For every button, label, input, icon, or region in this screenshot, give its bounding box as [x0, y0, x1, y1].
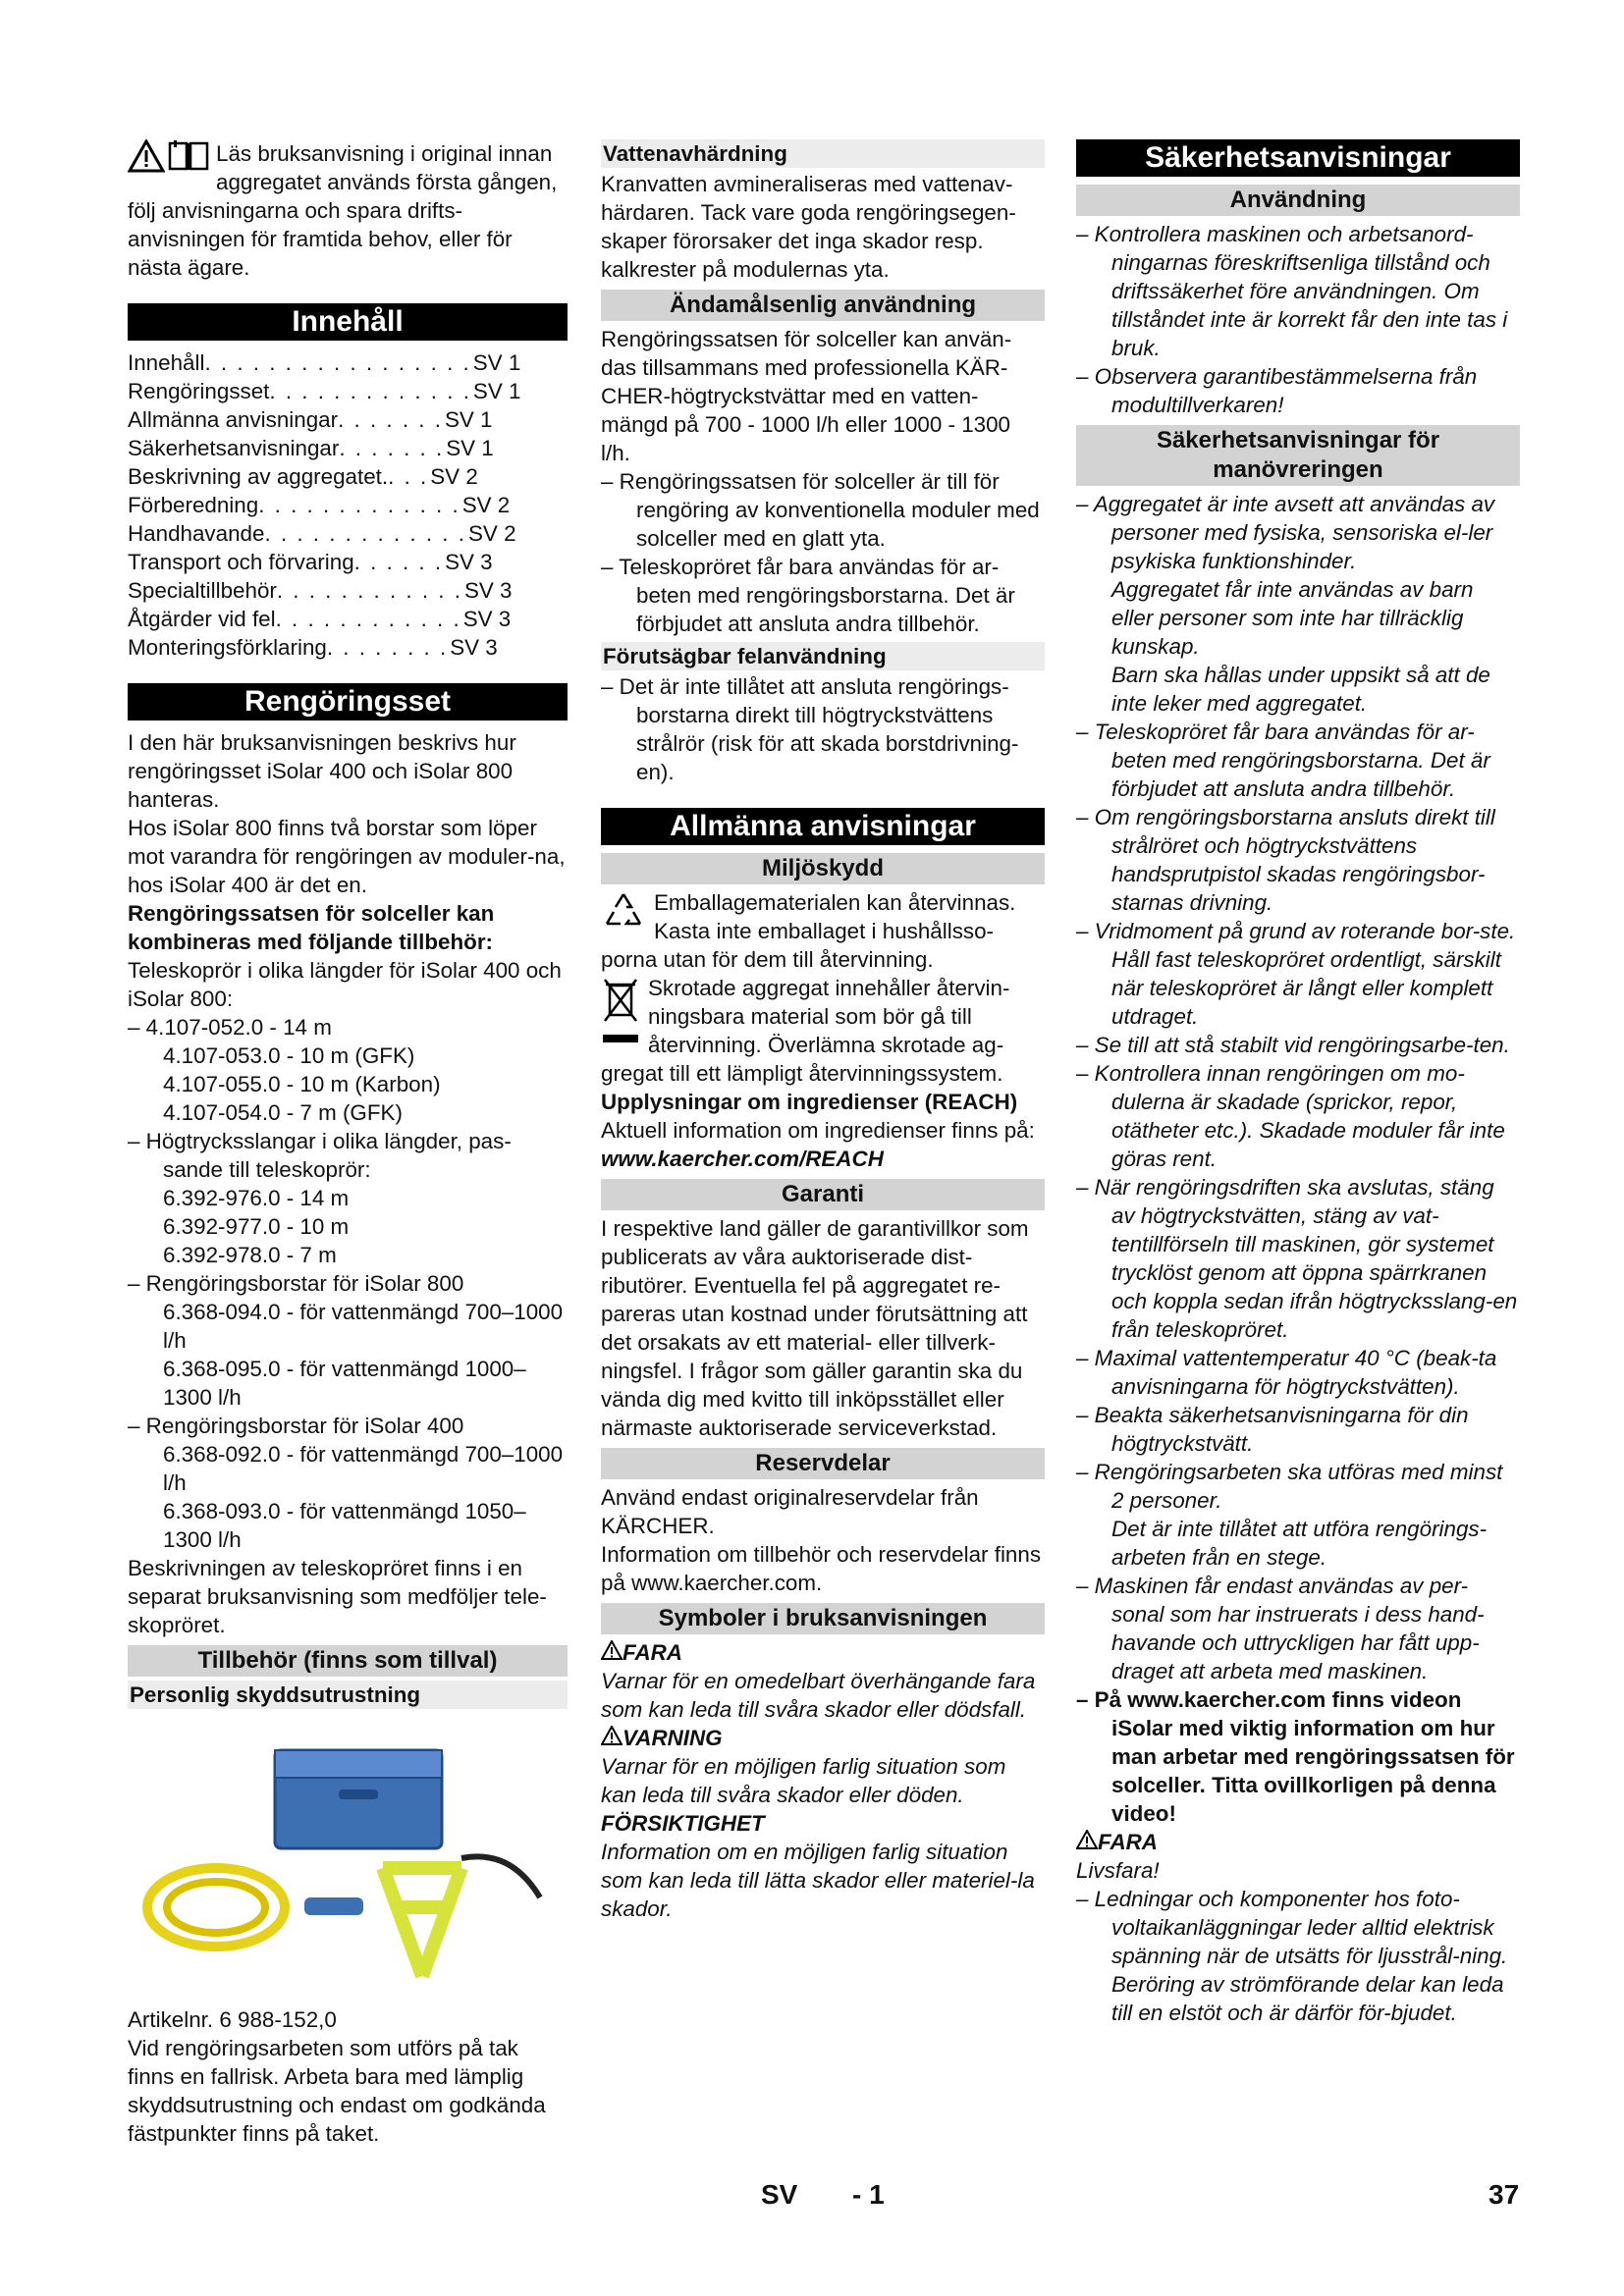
reach-link[interactable]: www.kaercher.com/REACH [601, 1147, 884, 1171]
list-item: – Aggregatet är inte avsett att användas av personer med fysiska, sensoriska el-ler psykiska funktionshinder. [1076, 492, 1495, 573]
list-item: – Rengöringsborstar för iSolar 800 [128, 1271, 464, 1296]
warranty-paragraph: I respektive land gäller de garantivillkor som publicerats av våra auktoriserade dist-ributörer. Eventuella fel på aggregatet re-pareras utan kostnad under förutsättning att det orsakats av ett material- eller tillverk-ningsfel. I frågor som gäller garantin ska du vända dig med kvitto till inköpsstället eller närmaste auktoriserade serviceverkstad. [601, 1216, 1029, 1440]
usage-heading: Användning [1076, 185, 1520, 216]
rs-paragraph-3: Teleskoprör i olika längder för iSolar 400 och iSolar 800: [128, 958, 562, 1011]
warranty-heading: Garanti [601, 1179, 1045, 1210]
danger-description: Varnar för en omedelbart överhängande fara som kan leda till svåra skador eller dödsfall. [601, 1669, 1036, 1722]
warning-triangle-icon [1076, 1830, 1098, 1849]
list-item: – 4.107-052.0 - 14 m [128, 1015, 332, 1040]
caution-label: FÖRSIKTIGHET [601, 1811, 765, 1836]
table-of-contents [128, 348, 568, 662]
article-number: Artikelnr. 6 988-152,0 [128, 2007, 337, 2032]
rs-paragraph-2: Hos iSolar 800 finns två borstar som löper mot varandra för rengöringen av moduler-na, hos iSolar 400 är det en. [128, 816, 566, 897]
list-item: – Kontrollera maskinen och arbetsanord-ningarnas föreskriftsenliga tillstånd och driftssäkerhet före användningen. Om tillståndet inte är korrekt får den inte tas i bruk. [1076, 222, 1508, 360]
intended-use-paragraph: Rengöringssatsen för solceller kan använ-das tillsammans med professionella KÄR-CHER-högtryckstvättar med en vatten-mängd på 700 - 1000 l/h eller 1000 - 1300 l/h. [601, 327, 1012, 465]
spare-parts-paragraph-2: Information om tillbehör och reservdelar finns på www.kaercher.com. [601, 1542, 1042, 1595]
warning-triangle-icon [601, 1726, 623, 1745]
manual-book-icon [167, 139, 210, 173]
list-subitem: 6.392-978.0 - 7 m [163, 1243, 337, 1267]
toc-row: Rengöringsset . . . . . . . . . . . . . SV 1 [128, 379, 521, 403]
toc-row: Allmänna anvisningar . . . . . . . SV 1 [128, 407, 493, 432]
danger-label: FARA [1076, 1828, 1520, 1856]
footer-section-page: - 1 [852, 2179, 885, 2210]
toc-row: Specialtillbehör . . . . . . . . . . . . SV 3 [128, 578, 513, 603]
list-item: – Observera garantibestämmelserna från modultillverkaren! [1076, 364, 1478, 417]
intro-icons [128, 139, 210, 173]
list-item: – Teleskopröret får bara användas för ar-beten med rengöringsborstarna. Det är förbjudet att ansluta andra tillbehör. [601, 555, 1015, 636]
toc-row: Beskrivning av aggregatet. . . . SV 2 [128, 464, 478, 489]
reach-paragraph: Aktuell information om ingredienser finns på: [601, 1118, 1035, 1143]
toc-heading: Innehåll [128, 303, 568, 341]
safety-heading: Säkerhetsanvisningar [1076, 139, 1520, 177]
list-item: – Kontrollera innan rengöringen om mo-dulerna är skadade (sprickor, repor, otätheter etc.). Skadade moduler får inte göras rent. [1076, 1061, 1505, 1171]
toc-row: Innehåll . . . . . . . . . . . . . . . . . SV 1 [128, 350, 521, 375]
symbols-heading: Symboler i bruksanvisningen [601, 1603, 1045, 1634]
list-item: – När rengöringsdriften ska avslutas, stäng av högtryckstvätten, stäng av vat-tentillförseln till maskinen, gör systemet trycklöst genom att öppna spärrkranen och koppla sedan ifrån högtrycksslang-en från teleskopröret. [1076, 1175, 1518, 1342]
rs-bold-paragraph: Rengöringssatsen för solceller kan kombineras med följande tillbehör: [128, 901, 495, 954]
list-subitem: 6.368-095.0 - för vattenmängd 1000–1300 l/h [163, 1357, 526, 1410]
ppe-paragraph: Vid rengöringsarbeten som utförs på tak finns en fallrisk. Arbeta bara med lämplig skyddsutrustning och endast om godkända fästpunkter finns på taket. [128, 2036, 546, 2146]
recycling-icon [601, 890, 646, 934]
column-2 [601, 139, 1045, 1923]
list-subitem: Aggregatet får inte användas av barn eller personer som inte har tillräcklig kunskap. [1111, 577, 1474, 659]
danger-text: Livsfara! [1076, 1858, 1160, 1883]
accessories-heading: Tillbehör (finns som tillval) [128, 1645, 568, 1677]
list-item: – Maskinen får endast användas av per-sonal som har instruerats i dess hand-havande och uttryckligen har fått upp-draget att arbeta med maskinen. [1076, 1574, 1485, 1683]
list-item: – Maximal vattentemperatur 40 °C (beak-ta anvisningarna för högtryckstvätten). [1076, 1346, 1497, 1399]
danger-label: FARA [601, 1638, 1045, 1667]
list-item: – Det är inte tillåtet att ansluta rengörings-borstarna direkt till högtryckstvättens strålrör (risk för att skada borstdrivning-en). [601, 674, 1019, 784]
general-instructions-heading: Allmänna anvisningar [601, 808, 1045, 845]
column-3 [1076, 139, 1520, 2027]
water-softening-heading: Vattenavhärdning [601, 139, 1045, 168]
reach-heading: Upplysningar om ingredienser (REACH) [601, 1090, 1018, 1114]
column-1 [128, 139, 568, 2148]
toc-row: Handhavande . . . . . . . . . . . . . SV 2 [128, 521, 516, 546]
list-item: – Rengöringssatsen för solceller är till för rengöring av konventionella moduler med solceller med en glatt yta. [601, 469, 1040, 551]
warning-triangle-icon [128, 139, 165, 173]
footer-page-number: 37 [1489, 2179, 1520, 2210]
water-softening-paragraph: Kranvatten avmineraliseras med vattenav-härdaren. Tack vare goda rengöringsegen-skaper förorsaker det inga skador resp. kalkrester på modulernas yta. [601, 172, 1016, 282]
list-item: – Se till att stå stabilt vid rengöringsarbe-ten. [1076, 1033, 1510, 1057]
environment-paragraph-1: Emballagematerialen kan återvinnas. Kasta inte emballaget i hushållsso-porna utan för dem till återvinning. [601, 890, 1016, 972]
video-notice: – På www.kaercher.com finns videon iSolar med viktig information om hur man arbetar med rengöringssatsen för solceller. Titta ovillkorligen på denna video! [1076, 1687, 1515, 1826]
list-item: – Rengöringsborstar för iSolar 400 [128, 1414, 464, 1438]
warning-label: VARNING [601, 1724, 1045, 1752]
toc-row: Åtgärder vid fel . . . . . . . . . . . . SV 3 [128, 607, 512, 631]
list-subitem: 4.107-055.0 - 10 m (Karbon) [163, 1072, 441, 1096]
ppe-product-image [128, 1711, 568, 2005]
list-item: – Vridmoment på grund av roterande bor-ste. Håll fast teleskopröret ordentligt, särskilt när teleskopröret är långt eller komplett utdraget. [1076, 919, 1516, 1029]
intro-paragraph: Läs bruksanvisning i original innan aggregatet används första gången, följ anvisningarna och spara drifts-anvisningen för framtida behov, eller för nästa ägare. [128, 141, 558, 280]
list-subitem: 6.392-977.0 - 10 m [163, 1214, 350, 1239]
ppe-kit-illustration [128, 1711, 568, 2005]
list-subitem: Det är inte tillåtet att utföra rengörings-arbeten från en stege. [1111, 1517, 1488, 1570]
list-subitem: 6.368-093.0 - för vattenmängd 1050–1300 l/h [163, 1499, 526, 1552]
list-item: – Om rengöringsborstarna ansluts direkt till strålröret och högtryckstvättens handsprutpistol skadas rengöringsbor-starnas drivning. [1076, 805, 1495, 915]
rengoringsset-heading: Rengöringsset [128, 683, 568, 721]
list-subitem: 4.107-054.0 - 7 m (GFK) [163, 1100, 403, 1125]
list-item: – Teleskopröret får bara användas för ar-beten med rengöringsborstarna. Det är förbjudet att ansluta andra tillbehör. [1076, 720, 1490, 801]
list-item: – Rengöringsarbeten ska utföras med minst 2 personer. [1076, 1460, 1503, 1513]
list-item: – Högtrycksslangar i olika längder, pas-sande till teleskoprör: [128, 1129, 512, 1182]
spare-parts-heading: Reservdelar [601, 1448, 1045, 1479]
rs-paragraph-4: Beskrivningen av teleskopröret finns i en separat bruksanvisning som medföljer tele-skopröret. [128, 1556, 547, 1637]
list-subitem: 6.392-976.0 - 14 m [163, 1186, 350, 1210]
list-item: – Ledningar och komponenter hos foto-voltaikanläggningar leder alltid elektrisk spänning när de utsätts för ljusstrål-ning. Beröring av strömförande delar kan leda till en elstöt och är därför för-bjudet. [1076, 1887, 1508, 2025]
operation-safety-heading: Säkerhetsanvisningar för manövreringen [1076, 425, 1520, 486]
list-subitem: Barn ska hållas under uppsikt så att de inte leker med aggregatet. [1111, 663, 1490, 716]
spare-parts-paragraph-1: Använd endast originalreservdelar från KÄRCHER. [601, 1485, 979, 1538]
list-subitem: 4.107-053.0 - 10 m (GFK) [163, 1043, 415, 1068]
list-subitem: 6.368-092.0 - för vattenmängd 700–1000 l/h [163, 1442, 564, 1495]
toc-row: Monteringsförklaring . . . . . . . . SV 3 [128, 635, 498, 660]
ppe-heading: Personlig skyddsutrustning [128, 1681, 568, 1709]
crossed-bin-icon [601, 976, 640, 1050]
toc-row: Säkerhetsanvisningar . . . . . . . SV 1 [128, 436, 494, 460]
warning-description: Varnar för en möjligen farlig situation som kan leda till svåra skador eller döden. [601, 1754, 1006, 1807]
list-subitem: 6.368-094.0 - för vattenmängd 700–1000 l/h [163, 1300, 564, 1353]
footer-language: SV [761, 2179, 798, 2210]
toc-row: Transport och förvaring . . . . . . SV 3 [128, 550, 493, 574]
intended-use-heading: Ändamålsenlig användning [601, 290, 1045, 321]
environment-heading: Miljöskydd [601, 853, 1045, 884]
environment-paragraph-2: Skrotade aggregat innehåller återvin-ningsbara material som bör gå till återvinning. Överlämna skrotade ag-gregat till ett lämpligt återvinningssystem. [601, 976, 1010, 1086]
list-item: – Beakta säkerhetsanvisningarna för din högtryckstvätt. [1076, 1403, 1469, 1456]
toc-row: Förberedning . . . . . . . . . . . . . SV 2 [128, 493, 511, 517]
rs-paragraph-1: I den här bruksanvisningen beskrivs hur rengöringsset iSolar 400 och iSolar 800 hanteras. [128, 730, 516, 812]
misuse-heading: Förutsägbar felanvändning [601, 642, 1045, 670]
warning-triangle-icon [601, 1640, 623, 1660]
caution-description: Information om en möjligen farlig situation som kan leda till lätta skador eller materiel-la skador. [601, 1840, 1035, 1921]
